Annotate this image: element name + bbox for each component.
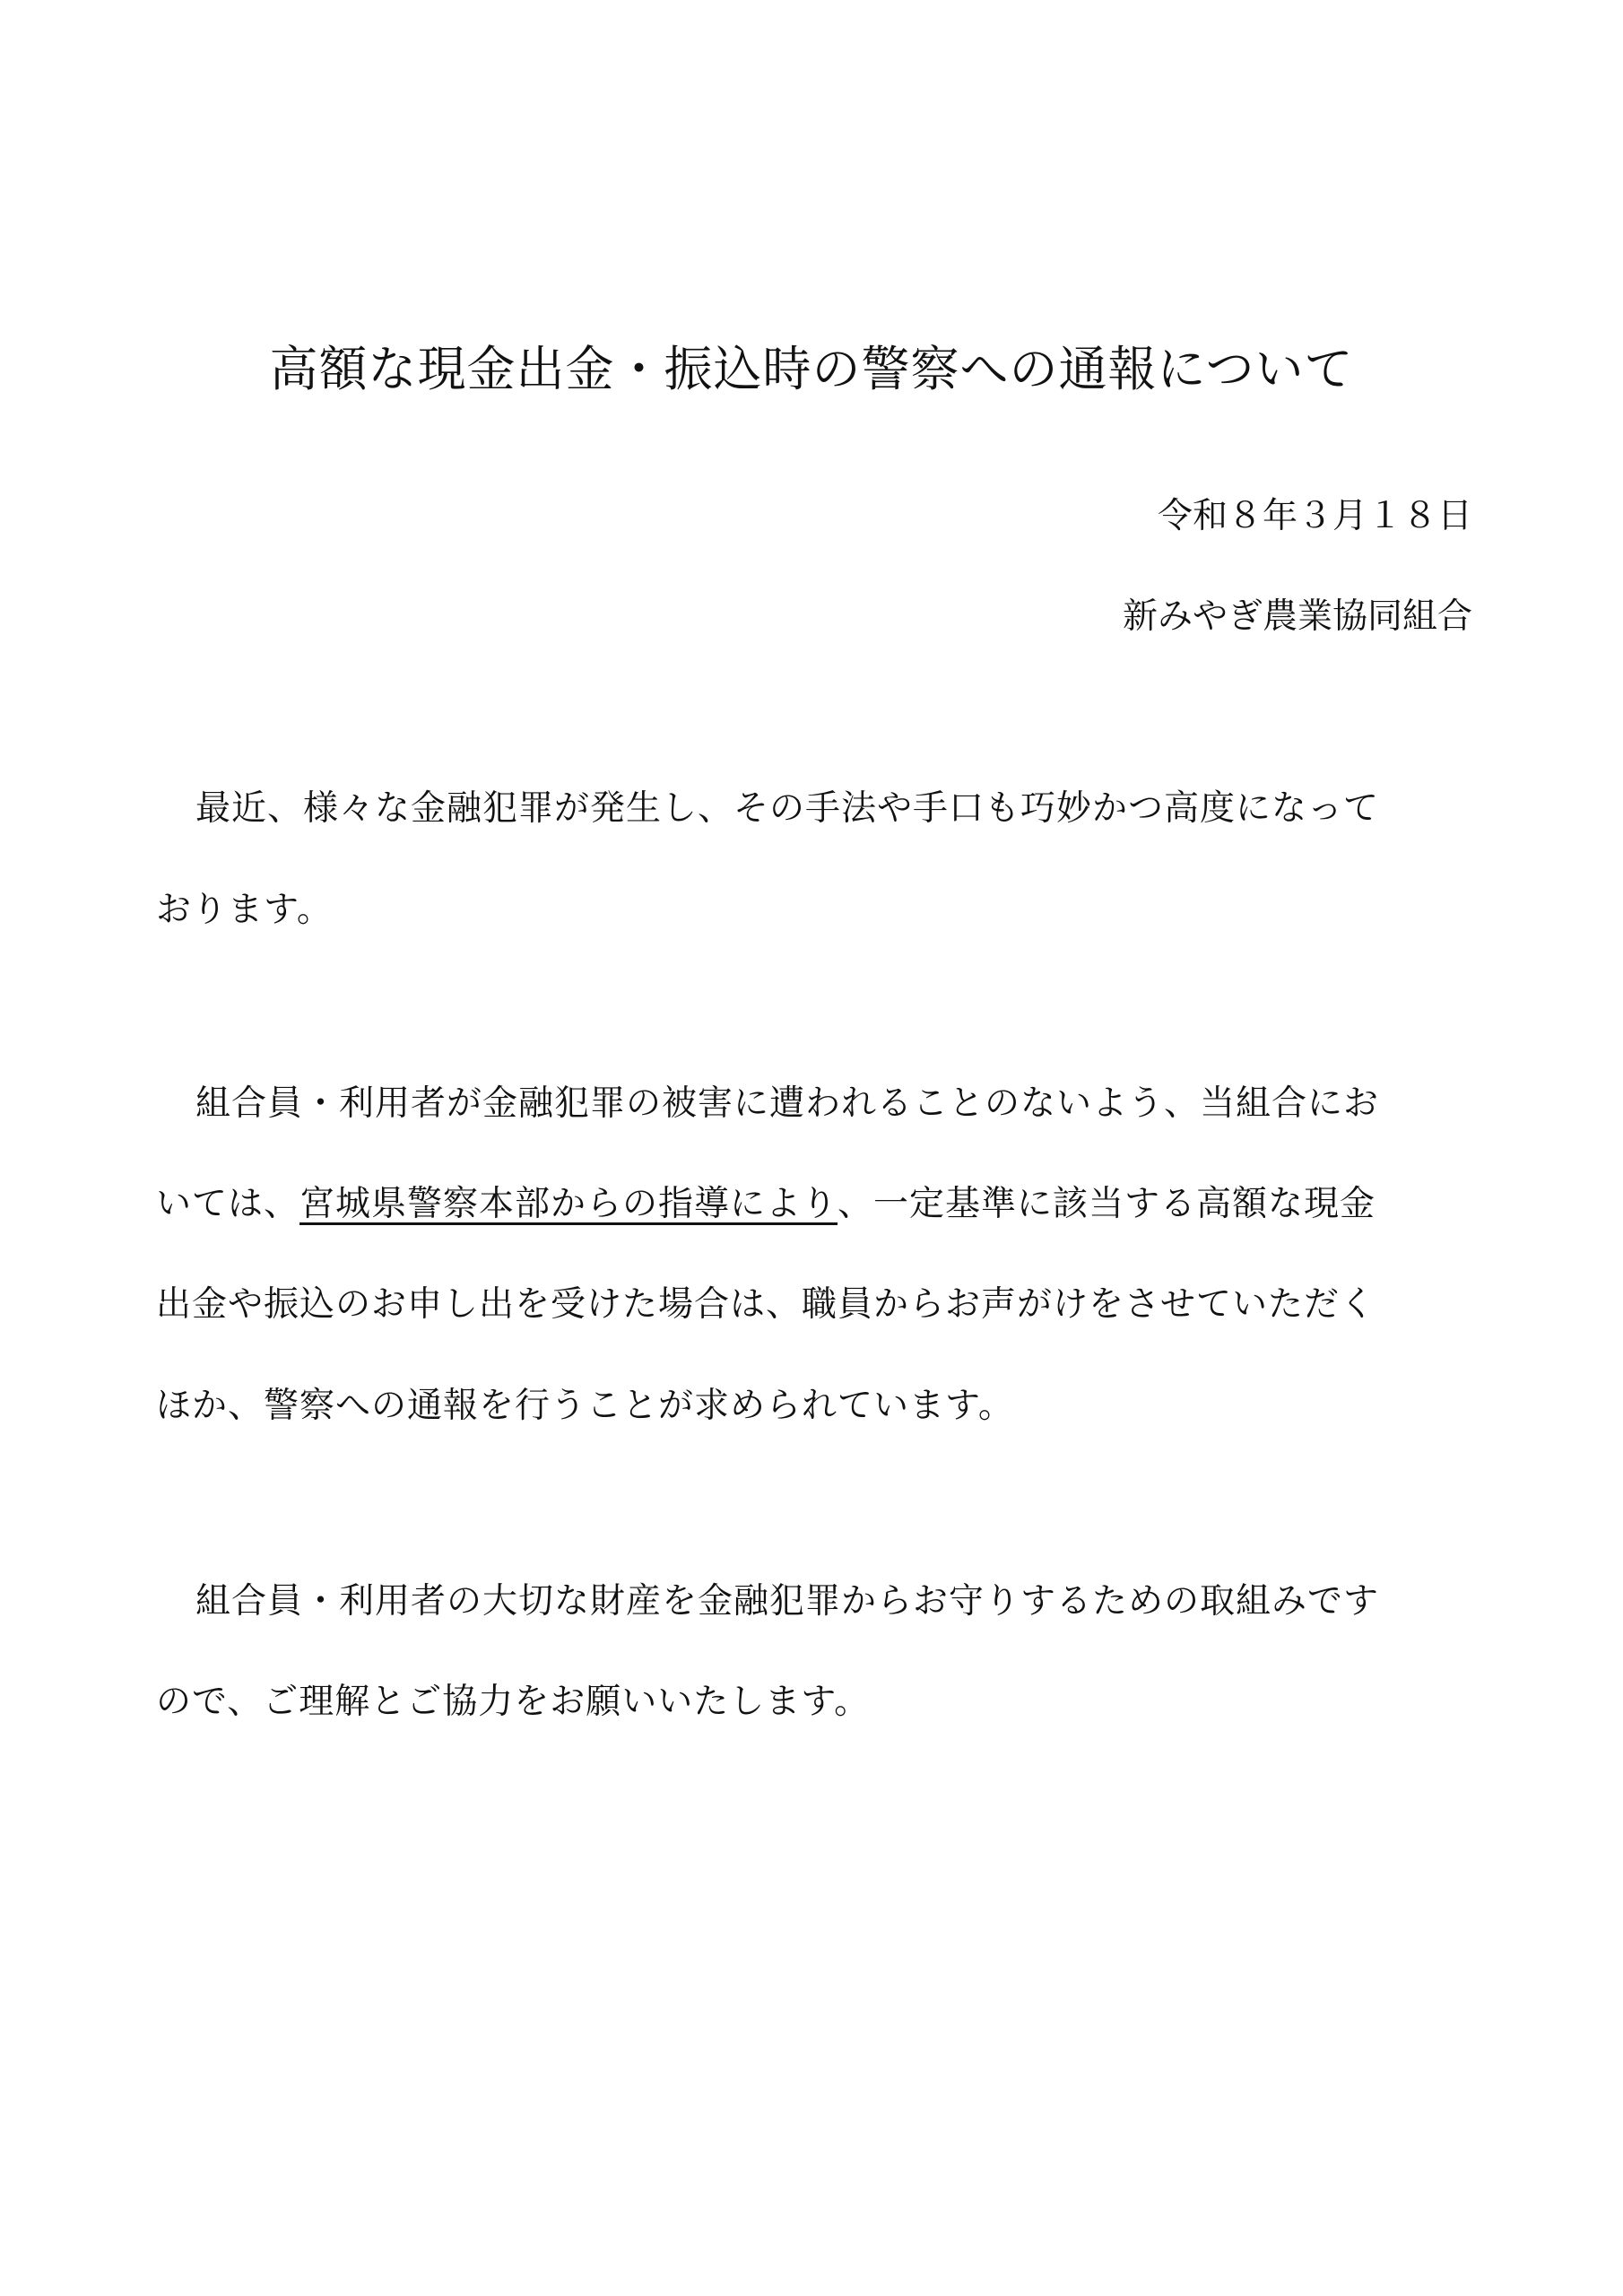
organization-name: 新みやぎ農業協同組合 <box>1122 596 1472 637</box>
underlined-guidance-text: 宮城県警察本部からの指導により <box>299 1184 838 1224</box>
paragraph-2-line-2-end: 、一定基準に該当する高額な現金 <box>838 1184 1376 1224</box>
paragraph-1 <box>156 782 1471 952</box>
paragraph-3 <box>156 1575 1471 1745</box>
paragraph-3-line-1: 組合員・利用者の大切な財産を金融犯罪からお守りするための取組みです <box>195 1581 1380 1622</box>
paragraph-1-line-1: 最近、様々な金融犯罪が発生し、その手法や手口も巧妙かつ高度になって <box>195 788 1380 829</box>
paragraph-2-line-3: 出金や振込のお申し出を受けた場合は、職員からお声がけをさせていただく <box>156 1284 1376 1325</box>
paragraph-1-line-2: おります。 <box>156 890 333 930</box>
paragraph-2-line-4: ほか、警察への通報を行うことが求められています。 <box>156 1386 1014 1426</box>
paragraph-2-line-1: 組合員・利用者が金融犯罪の被害に遭われることのないよう、当組合にお <box>195 1083 1380 1124</box>
paragraph-2-line-2 <box>156 1178 1376 1231</box>
document-title: 高額な現金出金・振込時の警察への通報について <box>269 341 1354 397</box>
paragraph-3-line-2: ので、ご理解とご協力をお願いいたします。 <box>156 1682 871 1722</box>
paragraph-2 <box>156 1077 1471 1454</box>
issue-date: 令和８年３月１８日 <box>1157 496 1472 536</box>
paragraph-2-line-2-start: いては、 <box>156 1184 300 1224</box>
